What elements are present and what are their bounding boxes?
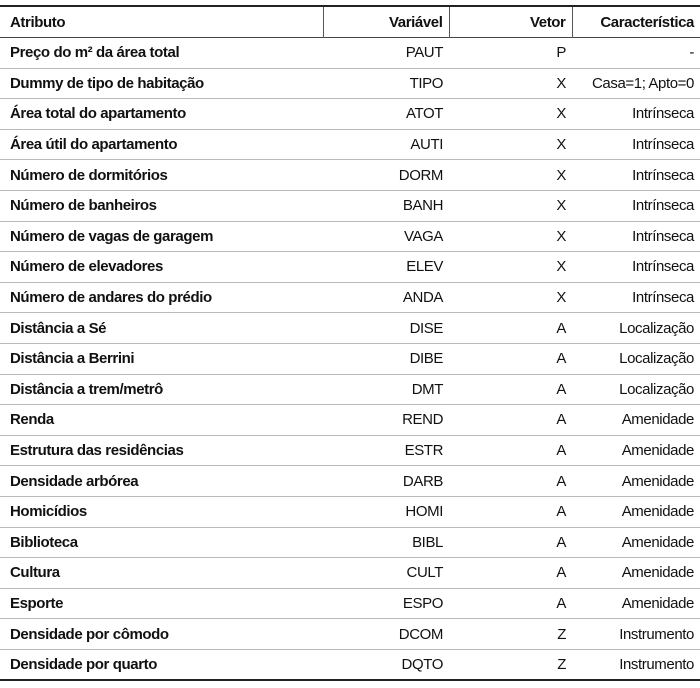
caracteristica-cell: Instrumento: [619, 656, 694, 674]
atributo-cell: Número de banheiros: [10, 197, 157, 215]
table-row: [0, 99, 700, 130]
caracteristica-cell: Casa=1; Apto=0: [592, 74, 694, 92]
vetor-cell: A: [556, 319, 566, 337]
table-row: [0, 374, 700, 405]
atributo-cell: Distância a trem/metrô: [10, 380, 163, 398]
variavel-cell: VAGA: [404, 227, 443, 245]
variavel-cell: ATOT: [405, 105, 443, 123]
atributo-cell: Dummy de tipo de habitação: [10, 74, 204, 92]
vetor-cell: X: [556, 136, 566, 154]
variavel-cell: BIBL: [412, 533, 443, 551]
variavel-cell: DIBE: [409, 350, 443, 368]
caracteristica-cell: Intrínseca: [632, 289, 694, 307]
variavel-cell: ELEV: [406, 258, 443, 276]
vetor-cell: A: [556, 411, 566, 429]
vetor-cell: X: [556, 258, 566, 276]
vetor-cell: A: [556, 503, 566, 521]
vetor-cell: A: [556, 380, 566, 398]
variavel-cell: ESTR: [404, 442, 443, 460]
variavel-cell: DMT: [411, 380, 443, 398]
vetor-cell: A: [556, 564, 566, 582]
atributo-cell: Número de dormitórios: [10, 166, 168, 184]
header-atributo: Atributo: [0, 6, 323, 38]
table-row: [0, 466, 700, 497]
vetor-cell: X: [556, 197, 566, 215]
caracteristica-cell: Intrínseca: [632, 136, 694, 154]
vetor-cell: X: [556, 74, 566, 92]
atributo-cell: Número de elevadores: [10, 258, 163, 276]
caracteristica-cell: Intrínseca: [632, 105, 694, 123]
vetor-cell: X: [556, 289, 566, 307]
vetor-cell: A: [556, 350, 566, 368]
table-row: [0, 343, 700, 374]
vetor-cell: Z: [557, 625, 566, 643]
variavel-cell: TIPO: [409, 74, 443, 92]
variavel-cell: CULT: [406, 564, 443, 582]
variavel-cell: AUTI: [410, 136, 443, 154]
atributo-cell: Densidade por quarto: [10, 656, 158, 674]
table-row: [0, 190, 700, 221]
atributo-cell: Esporte: [10, 594, 64, 612]
table-row: [0, 68, 700, 99]
caracteristica-cell: Intrínseca: [632, 197, 694, 215]
table-row: [0, 282, 700, 313]
atributo-cell: Densidade arbórea: [10, 472, 139, 490]
caracteristica-cell: Amenidade: [621, 564, 694, 582]
table-row: [0, 527, 700, 558]
caracteristica-cell: Localização: [619, 350, 694, 368]
header-row: [0, 6, 700, 38]
atributo-cell: Número de andares do prédio: [10, 289, 212, 307]
atributo-cell: Número de vagas de garagem: [10, 227, 214, 245]
caracteristica-cell: Intrínseca: [632, 258, 694, 276]
atributo-cell: Homicídios: [10, 503, 87, 521]
vetor-cell: Z: [557, 656, 566, 674]
atributo-cell: Distância a Sé: [10, 319, 107, 337]
vetor-cell: A: [556, 472, 566, 490]
caracteristica-cell: -: [689, 44, 694, 62]
vetor-cell: X: [556, 166, 566, 184]
table-row: [0, 649, 700, 680]
header-caracteristica: Característica: [600, 13, 694, 31]
table-row: [0, 252, 700, 283]
atributo-cell: Área útil do apartamento: [10, 136, 178, 154]
atributo-cell: Preço do m² da área total: [10, 44, 180, 62]
vetor-cell: X: [556, 227, 566, 245]
caracteristica-cell: Amenidade: [621, 503, 694, 521]
variavel-cell: DISE: [409, 319, 443, 337]
table-row: [0, 619, 700, 650]
variavel-cell: REND: [402, 411, 443, 429]
table-row: [0, 435, 700, 466]
caracteristica-cell: Amenidade: [621, 442, 694, 460]
atributo-cell: Renda: [10, 411, 54, 429]
caracteristica-cell: Intrínseca: [632, 227, 694, 245]
variavel-cell: BANH: [402, 197, 443, 215]
header-vetor: Vetor: [449, 6, 572, 38]
variavel-cell: DARB: [402, 472, 443, 490]
table-row: [0, 221, 700, 252]
atributo-cell: Cultura: [10, 564, 60, 582]
atributo-cell: Densidade por cômodo: [10, 625, 169, 643]
header-variavel: Variável: [323, 6, 449, 38]
atributo-cell: Área total do apartamento: [10, 105, 186, 123]
table-row: [0, 405, 700, 436]
table-row: [0, 558, 700, 589]
table-row: [0, 588, 700, 619]
caracteristica-cell: Amenidade: [621, 411, 694, 429]
table-row: [0, 160, 700, 191]
variavel-cell: ANDA: [402, 289, 443, 307]
vetor-cell: P: [556, 44, 566, 62]
atributo-cell: Estrutura das residências: [10, 442, 184, 460]
caracteristica-cell: Amenidade: [621, 594, 694, 612]
caracteristica-cell: Instrumento: [619, 625, 694, 643]
vetor-cell: X: [556, 105, 566, 123]
table-row: [0, 496, 700, 527]
variables-table: [0, 5, 700, 681]
variavel-cell: DCOM: [398, 625, 443, 643]
variavel-cell: PAUT: [405, 44, 443, 62]
caracteristica-cell: Localização: [619, 380, 694, 398]
caracteristica-cell: Localização: [619, 319, 694, 337]
table-row: [0, 129, 700, 160]
caracteristica-cell: Intrínseca: [632, 166, 694, 184]
caracteristica-cell: Amenidade: [621, 472, 694, 490]
vetor-cell: A: [556, 594, 566, 612]
variavel-cell: DORM: [398, 166, 443, 184]
vetor-cell: A: [556, 442, 566, 460]
variavel-cell: DQTO: [401, 656, 443, 674]
variavel-cell: HOMI: [405, 503, 443, 521]
variavel-cell: ESPO: [402, 594, 443, 612]
caracteristica-cell: Amenidade: [621, 533, 694, 551]
table-row: [0, 313, 700, 344]
atributo-cell: Biblioteca: [10, 533, 78, 551]
vetor-cell: A: [556, 533, 566, 551]
atributo-cell: Distância a Berrini: [10, 350, 135, 368]
table-row: [0, 38, 700, 69]
